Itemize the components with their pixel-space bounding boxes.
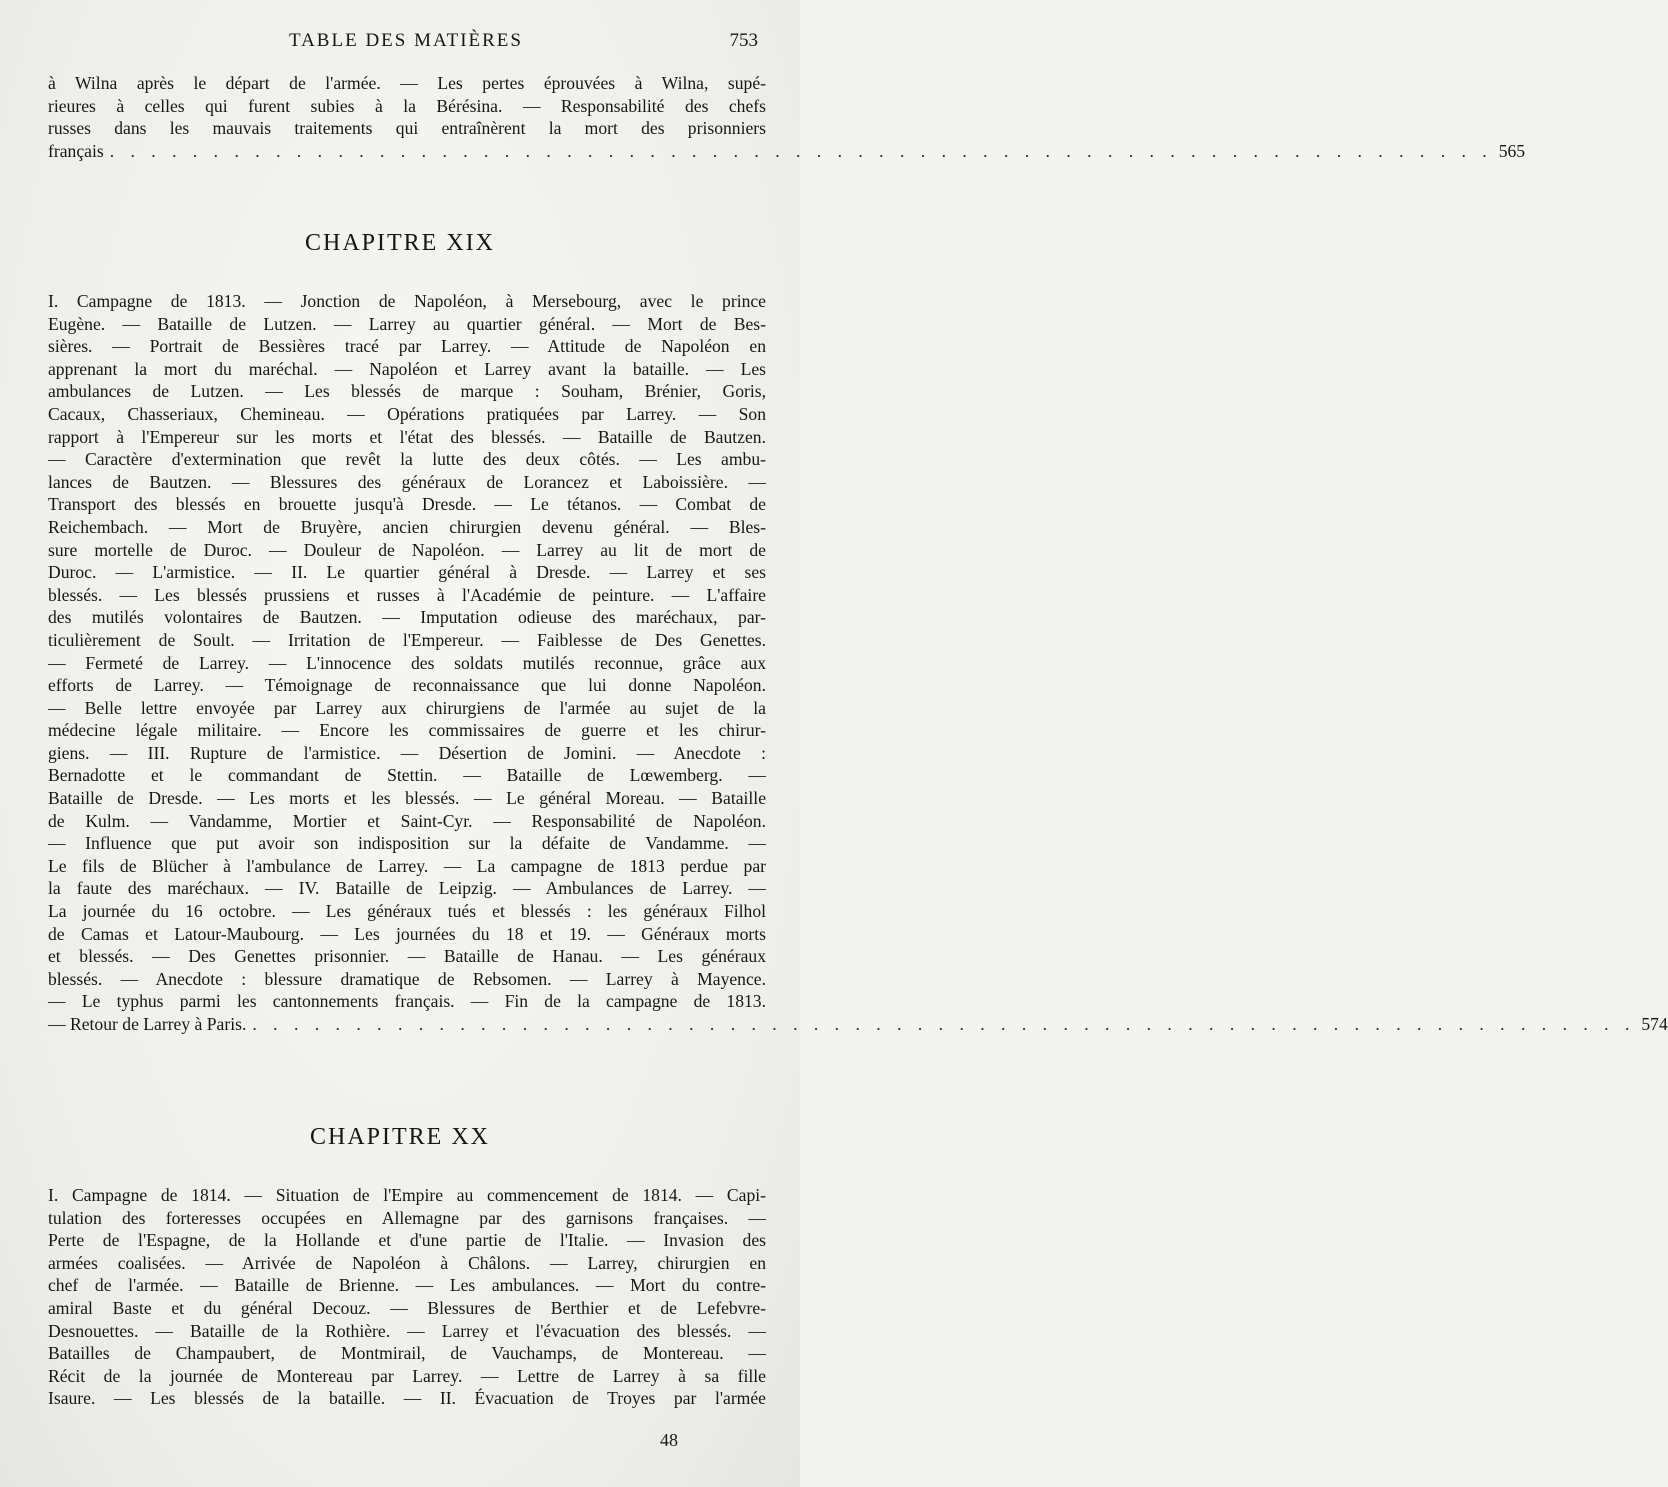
text-line: Bernadotte et le commandant de Stettin. — Bataille de Lœwemberg. — xyxy=(48,765,766,786)
continued-entry xyxy=(48,72,1526,162)
text-line: à Wilna après le départ de l'armée. — Les pertes éprouvées à Wilna, supé- xyxy=(48,73,766,93)
text-line: de Kulm. — Vandamme, Mortier et Saint-Cyr. — Responsabilité de Napoléon. xyxy=(48,810,766,831)
text-line: I. Campagne de 1813. — Jonction de Napoléon, à Mersebourg, avec le prince xyxy=(48,291,766,311)
toc-entry-last-line xyxy=(48,140,1526,163)
text-line: ambulances de Lutzen. — Les blessés de marque : Souham, Brénier, Goris, xyxy=(48,381,766,402)
text-line-end: — Retour de Larrey à Paris. xyxy=(48,1014,247,1034)
text-line: Eugène. — Bataille de Lutzen. — Larrey au quartier général. — Mort de Bes- xyxy=(48,313,766,334)
dot-leader: . . . . . . . . . . . . . . . . . . . . . . . . . . . . . . . . . . . . . . . . . . . . . . . . . . . . . . . . . . . . . . . . . . . xyxy=(109,140,1493,161)
text-line: — Belle lettre envoyée par Larrey aux chirurgiens de l'armée au sujet de la xyxy=(48,697,766,718)
text-line: sières. — Portrait de Bessières tracé par Larrey. — Attitude de Napoléon en xyxy=(48,336,766,357)
text-line: La journée du 16 octobre. — Les généraux tués et blessés : les généraux Filhol xyxy=(48,901,766,922)
text-line: rieures à celles qui furent subies à la Bérésina. — Responsabilité des chefs xyxy=(48,95,766,116)
toc-entry-last-line xyxy=(48,1013,1668,1036)
text-line: Récit de la journée de Montereau par Larrey. — Lettre de Larrey à sa fille xyxy=(48,1365,766,1386)
text-line: Desnouettes. — Bataille de la Rothière. — Larrey et l'évacuation des blessés. — xyxy=(48,1320,766,1341)
text-line: lances de Bautzen. — Blessures des généraux de Lorancez et Laboissière. — xyxy=(48,471,766,492)
text-line: Bataille de Dresde. — Les morts et les blessés. — Le général Moreau. — Bataille xyxy=(48,788,766,809)
text-line: Cacaux, Chasseriaux, Chemineau. — Opérations pratiquées par Larrey. — Son xyxy=(48,403,766,424)
signature-mark: 48 xyxy=(660,1430,678,1450)
text-line: ticulièrement de Soult. — Irritation de l'Empereur. — Faiblesse de Des Genettes. xyxy=(48,629,766,650)
toc-page-ref: 565 xyxy=(1498,140,1526,161)
text-line: — Caractère d'extermination que revêt la lutte des deux côtés. — Les ambu- xyxy=(48,449,766,470)
text-line: — Influence que put avoir son indisposition sur la défaite de Vandamme. — xyxy=(48,833,766,854)
text-line: chef de l'armée. — Bataille de Brienne. — Les ambulances. — Mort du contre- xyxy=(48,1275,766,1296)
text-line: — Le typhus parmi les cantonnements français. — Fin de la campagne de 1813. xyxy=(48,991,766,1012)
text-line: giens. — III. Rupture de l'armistice. — Désertion de Jomini. — Anecdote : xyxy=(48,742,766,763)
text-line: I. Campagne de 1814. — Situation de l'Empire au commencement de 1814. — Capi- xyxy=(48,1185,766,1205)
running-title: TABLE DES MATIÈRES xyxy=(289,30,523,51)
text-line: Duroc. — L'armistice. — II. Le quartier général à Dresde. — Larrey et ses xyxy=(48,562,766,583)
text-line: et blessés. — Des Genettes prisonnier. — Bataille de Hanau. — Les généraux xyxy=(48,946,766,967)
toc-page-ref: 574 xyxy=(1641,1014,1668,1034)
text-line: Perte de l'Espagne, de la Hollande et d'une partie de l'Italie. — Invasion des xyxy=(48,1230,766,1251)
text-line-end: français xyxy=(48,140,104,161)
text-line: blessés. — Anecdote : blessure dramatique de Rebsomen. — Larrey à Mayence. xyxy=(48,968,766,989)
text-line: amiral Baste et du général Decouz. — Blessures de Berthier et de Lefebvre- xyxy=(48,1297,766,1318)
text-line: Transport des blessés en brouette jusqu'à Dresde. — Le tétanos. — Combat de xyxy=(48,494,766,515)
running-head xyxy=(48,30,764,56)
dot-leader: . . . . . . . . . . . . . . . . . . . . . . . . . . . . . . . . . . . . . . . . . . . . . . . . . . . . . . . . . . . . . . . . . . . xyxy=(252,1014,1636,1034)
text-line: blessés. — Les blessés prussiens et russes à l'Académie de peinture. — L'affaire xyxy=(48,584,766,605)
text-line: tulation des forteresses occupées en Allemagne par des garnisons françaises. — xyxy=(48,1207,766,1228)
chapter-summary xyxy=(48,290,1668,1036)
text-line: rapport à l'Empereur sur les morts et l'état des blessés. — Bataille de Bautzen. xyxy=(48,426,766,447)
text-line: sure mortelle de Duroc. — Douleur de Napoléon. — Larrey au lit de mort de xyxy=(48,539,766,560)
text-line: Batailles de Champaubert, de Montmirail, de Vauchamps, de Montereau. — xyxy=(48,1343,766,1364)
page-number: 753 xyxy=(729,30,758,51)
text-line: efforts de Larrey. — Témoignage de reconnaissance que lui donne Napoléon. xyxy=(48,675,766,696)
chapter-heading: CHAPITRE XX xyxy=(309,1124,490,1150)
text-line: la faute des maréchaux. — IV. Bataille de Leipzig. — Ambulances de Larrey. — xyxy=(48,878,766,899)
text-line: apprenant la mort du maréchal. — Napoléon et Larrey avant la bataille. — Les xyxy=(48,358,766,379)
text-line: de Camas et Latour-Maubourg. — Les journées du 18 et 19. — Généraux morts xyxy=(48,923,766,944)
text-line: Le fils de Blücher à l'ambulance de Larrey. — La campagne de 1813 perdue par xyxy=(48,855,766,876)
text-line: Isaure. — Les blessés de la bataille. — II. Évacuation de Troyes par l'armée xyxy=(48,1388,766,1409)
chapter-heading: CHAPITRE XIX xyxy=(305,230,495,256)
text-line: des mutilés volontaires de Bautzen. — Imputation odieuse des maréchaux, par- xyxy=(48,607,766,628)
text-line: armées coalisées. — Arrivée de Napoléon à Châlons. — Larrey, chirurgien en xyxy=(48,1252,766,1273)
chapter-summary xyxy=(48,1184,766,1410)
text-line: Reichembach. — Mort de Bruyère, ancien chirurgien devenu général. — Bles- xyxy=(48,516,766,537)
text-line: russes dans les mauvais traitements qui entraînèrent la mort des prisonniers xyxy=(48,118,766,139)
text-line: médecine légale militaire. — Encore les commissaires de guerre et les chirur- xyxy=(48,720,766,741)
text-line: — Fermeté de Larrey. — L'innocence des soldats mutilés reconnue, grâce aux xyxy=(48,652,766,673)
